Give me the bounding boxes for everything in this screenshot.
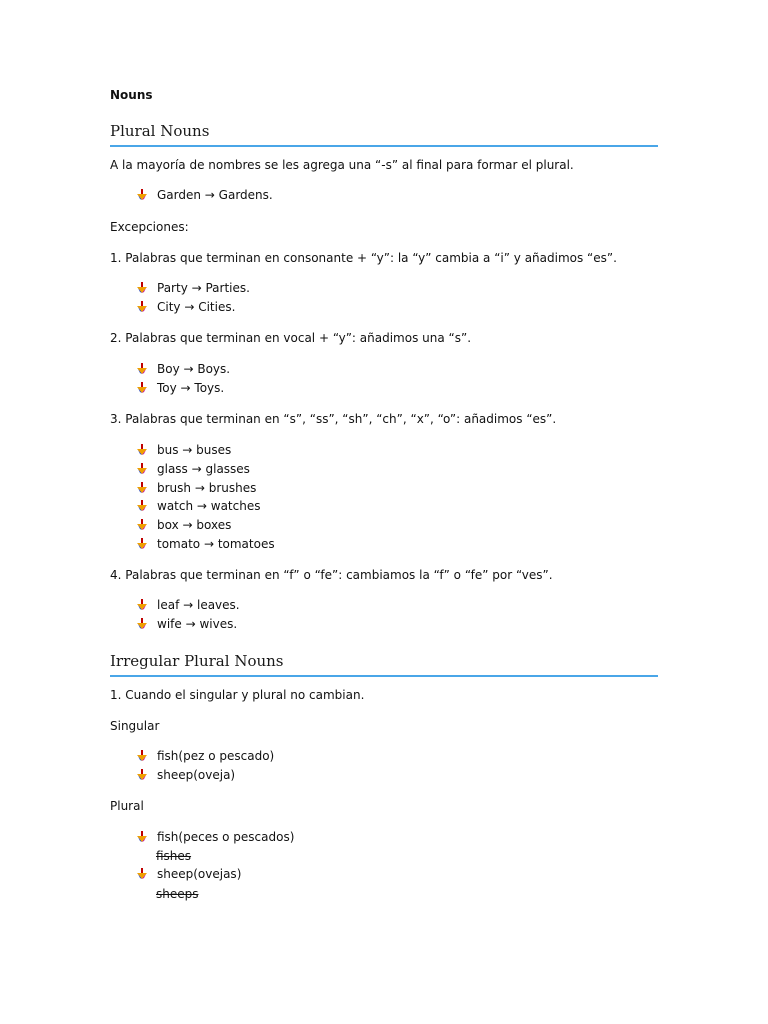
- rule-3: 3. Palabras que terminan en “s”, “ss”, “sh”, “ch”, “x”, “o”: añadimos “es”.: [110, 412, 557, 426]
- wrong-form-struck: sheeps: [156, 887, 199, 901]
- wrong-form-struck: fishes: [156, 849, 192, 863]
- list-item: brush → brushes: [135, 480, 256, 496]
- multicolor-arrow-bullet-icon: [135, 462, 149, 476]
- list-item: tomato → tomatoes: [135, 536, 275, 552]
- multicolor-arrow-bullet-icon: [135, 867, 149, 881]
- multicolor-arrow-bullet-icon: [135, 499, 149, 513]
- multicolor-arrow-bullet-icon: [135, 598, 149, 612]
- list-item: Boy → Boys.: [135, 361, 230, 377]
- singular-label: Singular: [110, 719, 160, 733]
- multicolor-arrow-bullet-icon: [135, 481, 149, 495]
- heading-rule: [110, 145, 658, 147]
- list-item: Party → Parties.: [135, 280, 250, 296]
- document-title: Nouns: [110, 88, 153, 102]
- list-item: sheep(oveja): [135, 767, 235, 783]
- list-item: box → boxes: [135, 517, 231, 533]
- list-item: sheep(ovejas): [135, 866, 241, 882]
- list-item: Garden → Gardens.: [135, 187, 273, 203]
- multicolor-arrow-bullet-icon: [135, 518, 149, 532]
- list-item: bus → buses: [135, 442, 231, 458]
- list-item: Toy → Toys.: [135, 380, 224, 396]
- list-item: City → Cities.: [135, 299, 235, 315]
- multicolor-arrow-bullet-icon: [135, 537, 149, 551]
- heading-plural-nouns: Plural Nouns: [110, 122, 210, 140]
- multicolor-arrow-bullet-icon: [135, 617, 149, 631]
- rule-4: 4. Palabras que terminan en “f” o “fe”: cambiamos la “f” o “fe” por “ves”.: [110, 568, 553, 582]
- rule-1: 1. Palabras que terminan en consonante + “y”: la “y” cambia a “i” y añadimos “es”.: [110, 251, 617, 265]
- intro-paragraph: A la mayoría de nombres se les agrega una “-s” al final para formar el plural.: [110, 158, 574, 172]
- list-item: wife → wives.: [135, 616, 237, 632]
- multicolor-arrow-bullet-icon: [135, 443, 149, 457]
- heading-rule: [110, 675, 658, 677]
- multicolor-arrow-bullet-icon: [135, 362, 149, 376]
- multicolor-arrow-bullet-icon: [135, 300, 149, 314]
- exceptions-label: Excepciones:: [110, 220, 189, 234]
- multicolor-arrow-bullet-icon: [135, 281, 149, 295]
- multicolor-arrow-bullet-icon: [135, 188, 149, 202]
- multicolor-arrow-bullet-icon: [135, 749, 149, 763]
- rule-2: 2. Palabras que terminan en vocal + “y”: añadimos una “s”.: [110, 331, 472, 345]
- list-item: fish(peces o pescados): [135, 829, 294, 845]
- list-item: glass → glasses: [135, 461, 250, 477]
- list-item: leaf → leaves.: [135, 597, 240, 613]
- list-item: fish(pez o pescado): [135, 748, 274, 764]
- plural-label: Plural: [110, 799, 144, 813]
- multicolor-arrow-bullet-icon: [135, 768, 149, 782]
- heading-irregular-plural-nouns: Irregular Plural Nouns: [110, 652, 284, 670]
- multicolor-arrow-bullet-icon: [135, 381, 149, 395]
- list-item: watch → watches: [135, 498, 260, 514]
- multicolor-arrow-bullet-icon: [135, 830, 149, 844]
- irregular-rule-1: 1. Cuando el singular y plural no cambian.: [110, 688, 365, 702]
